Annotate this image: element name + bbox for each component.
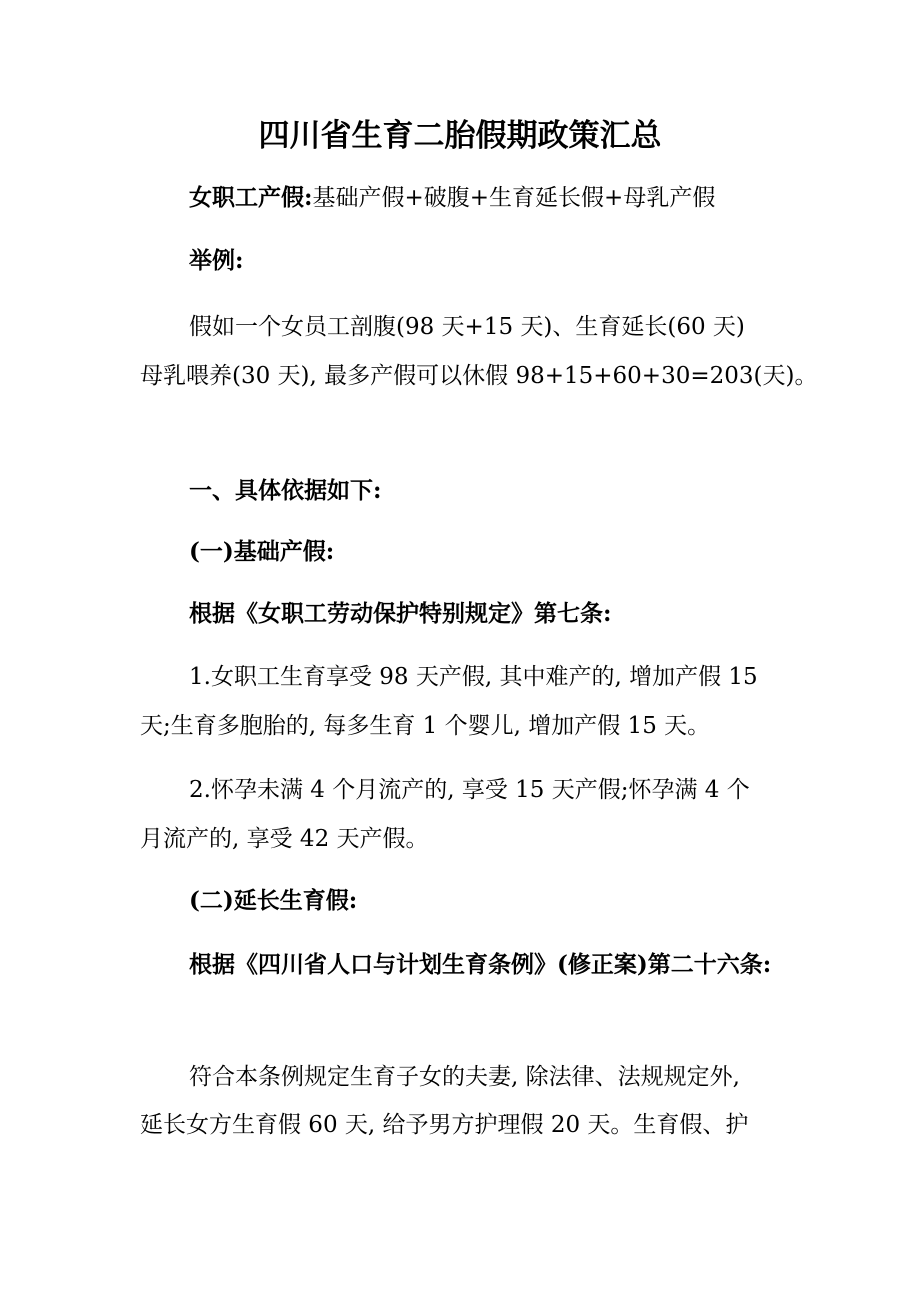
basic-item1-line-1: 1.女职工生育享受 98 天产假, 其中难产的, 增加产假 15 — [189, 664, 758, 690]
basic-item2-line-1: 2.怀孕未满 4 个月流产的, 享受 15 天产假;怀孕满 4 个 — [189, 777, 750, 803]
document-title: 四川省生育二胎假期政策汇总 — [258, 118, 662, 154]
extended-leave-source: 根据《四川省人口与计划生育条例》(修正案)第二十六条: — [189, 951, 772, 978]
example-line-2: 母乳喂养(30 天), 最多产假可以休假 98+15+60+30=203(天)。 — [140, 363, 818, 389]
basic-leave-heading: (一)基础产假: — [189, 538, 335, 565]
basic-leave-source: 根据《女职工劳动保护特别规定》第七条: — [189, 600, 612, 627]
section-one-heading: 一、具体依据如下: — [189, 477, 382, 504]
example-line-1: 假如一个女员工剖腹(98 天+15 天)、生育延长(60 天) — [189, 314, 745, 340]
summary-formula: 基础产假+破腹+生育延长假+母乳产假 — [312, 185, 716, 211]
extended-body-line-2: 延长女方生育假 60 天, 给予男方护理假 20 天。生育假、护 — [140, 1112, 749, 1138]
basic-item2-line-2: 月流产的, 享受 42 天产假。 — [140, 826, 429, 852]
extended-body-line-1: 符合本条例规定生育子女的夫妻, 除法律、法规规定外, — [189, 1064, 740, 1090]
example-heading: 举例: — [189, 247, 244, 274]
basic-item1-line-2: 天;生育多胞胎的, 每多生育 1 个婴儿, 增加产假 15 天。 — [140, 713, 711, 739]
extended-leave-heading: (二)延长生育假: — [189, 887, 358, 914]
summary-label: 女职工产假: — [189, 184, 313, 211]
summary-line — [189, 183, 715, 213]
